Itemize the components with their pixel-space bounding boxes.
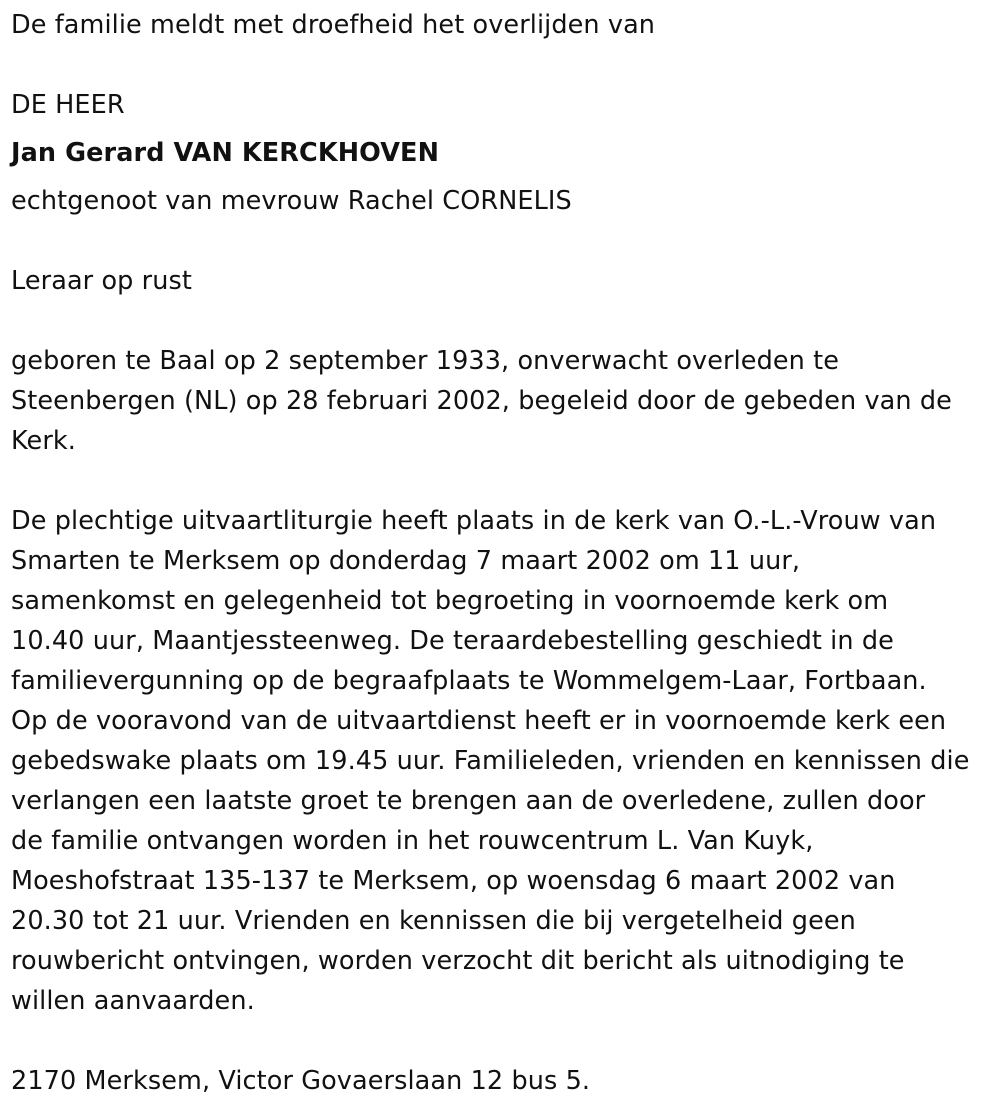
profession-text: Leraar op rust — [11, 266, 192, 296]
paragraph-line: Smarten te Merksem op donderdag 7 maart 2002 om 11 uur, — [11, 546, 801, 576]
paragraph-line: gebedswake plaats om 19.45 uur. Familieleden, vrienden en kennissen die — [11, 746, 970, 776]
paragraph-line: Op de vooravond van de uitvaartdienst heeft er in voornoemde kerk een — [11, 706, 947, 736]
paragraph-line: rouwbericht ontvingen, worden verzocht dit bericht als uitnodiging te — [11, 946, 905, 976]
spouse-text: echtgenoot van mevrouw Rachel CORNELIS — [11, 186, 572, 216]
address-text: 2170 Merksem, Victor Govaerslaan 12 bus 5. — [11, 1066, 591, 1096]
paragraph-line: Moeshofstraat 135-137 te Merksem, op woensdag 6 maart 2002 van — [11, 866, 896, 896]
paragraph-line: 10.40 uur, Maantjessteenweg. De teraardebestelling geschiedt in de — [11, 626, 894, 656]
paragraph-line: 20.30 tot 21 uur. Vrienden en kennissen die bij vergetelheid geen — [11, 906, 856, 936]
salutation: DE HEER — [11, 90, 125, 120]
intro-text: De familie meldt met droefheid het overlijden van — [11, 10, 656, 40]
paragraph-line: Steenbergen (NL) op 28 februari 2002, begeleid door de gebeden van de — [11, 386, 952, 416]
paragraph-line: de familie ontvangen worden in het rouwcentrum L. Van Kuyk, — [11, 826, 814, 856]
paragraph-line: verlangen een laatste groet te brengen aan de overledene, zullen door — [11, 786, 926, 816]
paragraph-line: familievergunning op de begraafplaats te Wommelgem-Laar, Fortbaan. — [11, 666, 927, 696]
paragraph-line: De plechtige uitvaartliturgie heeft plaats in de kerk van O.-L.-Vrouw van — [11, 506, 937, 536]
paragraph-line: geboren te Baal op 2 september 1933, onverwacht overleden te — [11, 346, 840, 376]
paragraph-line: samenkomst en gelegenheid tot begroeting in voornoemde kerk om — [11, 586, 889, 616]
deceased-name: Jan Gerard VAN KERCKHOVEN — [11, 138, 440, 168]
paragraph-line: willen aanvaarden. — [11, 986, 255, 1016]
paragraph-line: Kerk. — [11, 426, 76, 456]
